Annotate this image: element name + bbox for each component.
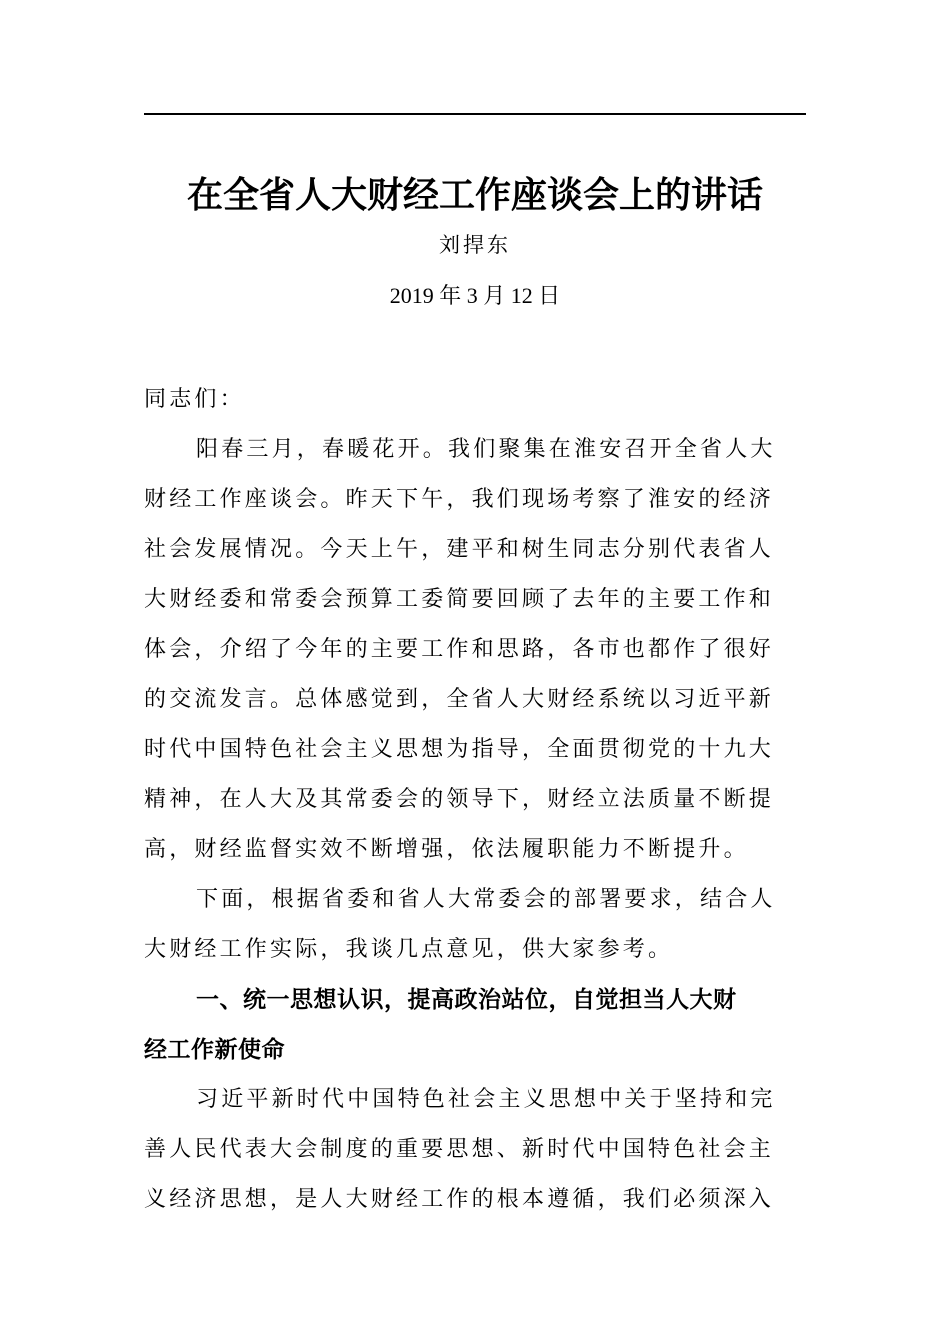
body-line: 善人民代表大会制度的重要思想、新时代中国特色社会主 xyxy=(144,1137,775,1162)
body-line: 精神，在人大及其常委会的领导下，财经立法质量不断提 xyxy=(144,787,775,812)
body-line: 阳春三月，春暖花开。我们聚集在淮安召开全省人大 xyxy=(196,437,776,462)
body-line: 下面，根据省委和省人大常委会的部署要求，结合人 xyxy=(196,887,776,912)
body-line: 高，财经监督实效不断增强，依法履职能力不断提升。 xyxy=(144,837,749,862)
document-title: 在全省人大财经工作座谈会上的讲话 xyxy=(186,174,763,216)
body-line: 义经济思想，是人大财经工作的根本遵循，我们必须深入 xyxy=(144,1187,775,1212)
body-line: 财经工作座谈会。昨天下午，我们现场考察了淮安的经济 xyxy=(144,487,775,512)
section-heading-continued: 经工作新使命 xyxy=(144,1037,285,1063)
body-line: 大财经工作实际，我谈几点意见，供大家参考。 xyxy=(144,937,674,962)
body-line: 社会发展情况。今天上午，建平和树生同志分别代表省人 xyxy=(144,537,775,562)
section-heading: 一、统一思想认识，提高政治站位，自觉担当人大财 xyxy=(196,987,737,1013)
body-line: 大财经委和常委会预算工委简要回顾了去年的主要工作和 xyxy=(144,587,775,612)
body-line: 的交流发言。总体感觉到，全省人大财经系统以习近平新 xyxy=(144,687,775,712)
author-name: 刘捍东 xyxy=(439,233,511,257)
header-rule xyxy=(144,113,806,115)
speech-body xyxy=(144,375,806,1225)
body-line: 体会，介绍了今年的主要工作和思路，各市也都作了很好 xyxy=(144,637,775,662)
body-line: 时代中国特色社会主义思想为指导，全面贯彻党的十九大 xyxy=(144,737,775,762)
speech-date: 2019 年 3 月 12 日 xyxy=(389,283,561,308)
body-line: 习近平新时代中国特色社会主义思想中关于坚持和完 xyxy=(196,1087,776,1112)
salutation: 同志们： xyxy=(144,387,245,412)
